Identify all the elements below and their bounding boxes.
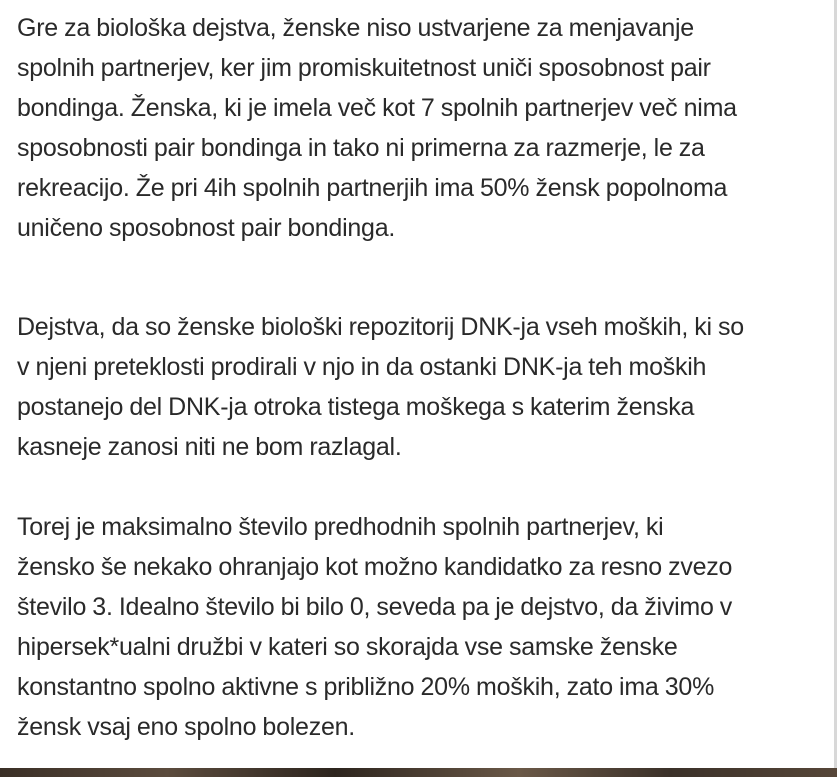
- text-line: kasneje zanosi niti ne bom razlagal.: [17, 433, 402, 461]
- text-line: uničeno sposobnost pair bondinga.: [17, 214, 396, 242]
- text-line: žensk vsaj eno spolno bolezen.: [17, 713, 355, 741]
- paragraph-biological-facts: [17, 8, 817, 248]
- text-line: Torej je maksimalno število predhodnih spolnih partnerjev, ki: [17, 513, 664, 541]
- text-line: sposobnosti pair bondinga in tako ni primerna za razmerje, le za: [17, 134, 705, 162]
- text-line: žensko še nekako ohranjajo kot možno kandidatko za resno zvezo: [17, 553, 733, 581]
- text-line: spolnih partnerjev, ker jim promiskuitetnost uniči sposobnost pair: [17, 54, 711, 82]
- text-line: rekreacijo. Že pri 4ih spolnih partnerjih ima 50% žensk popolnoma: [17, 174, 728, 202]
- paragraph-dna-repository: [17, 307, 817, 467]
- text-line: število 3. Idealno število bi bilo 0, seveda pa je dejstvo, da živimo v: [17, 593, 733, 621]
- text-line: Gre za biološka dejstva, ženske niso ustvarjene za menjavanje: [17, 14, 694, 42]
- text-line: postanejo del DNK-ja otroka tistega moškega s katerim ženska: [17, 393, 695, 421]
- paragraph-partner-count: [17, 507, 817, 747]
- text-line: hipersek*ualni družbi v kateri so skorajda vse samske ženske: [17, 633, 678, 661]
- text-line: Dejstva, da so ženske biološki repozitorij DNK-ja vseh moških, ki so: [17, 313, 744, 341]
- text-line: bondinga. Ženska, ki je imela več kot 7 spolnih partnerjev več nima: [17, 94, 737, 122]
- background-strip: [0, 768, 837, 777]
- text-line: v njeni preteklosti prodirali v njo in da ostanki DNK-ja teh moških: [17, 353, 707, 381]
- text-line: konstantno spolno aktivne s približno 20% moških, zato ima 30%: [17, 673, 715, 701]
